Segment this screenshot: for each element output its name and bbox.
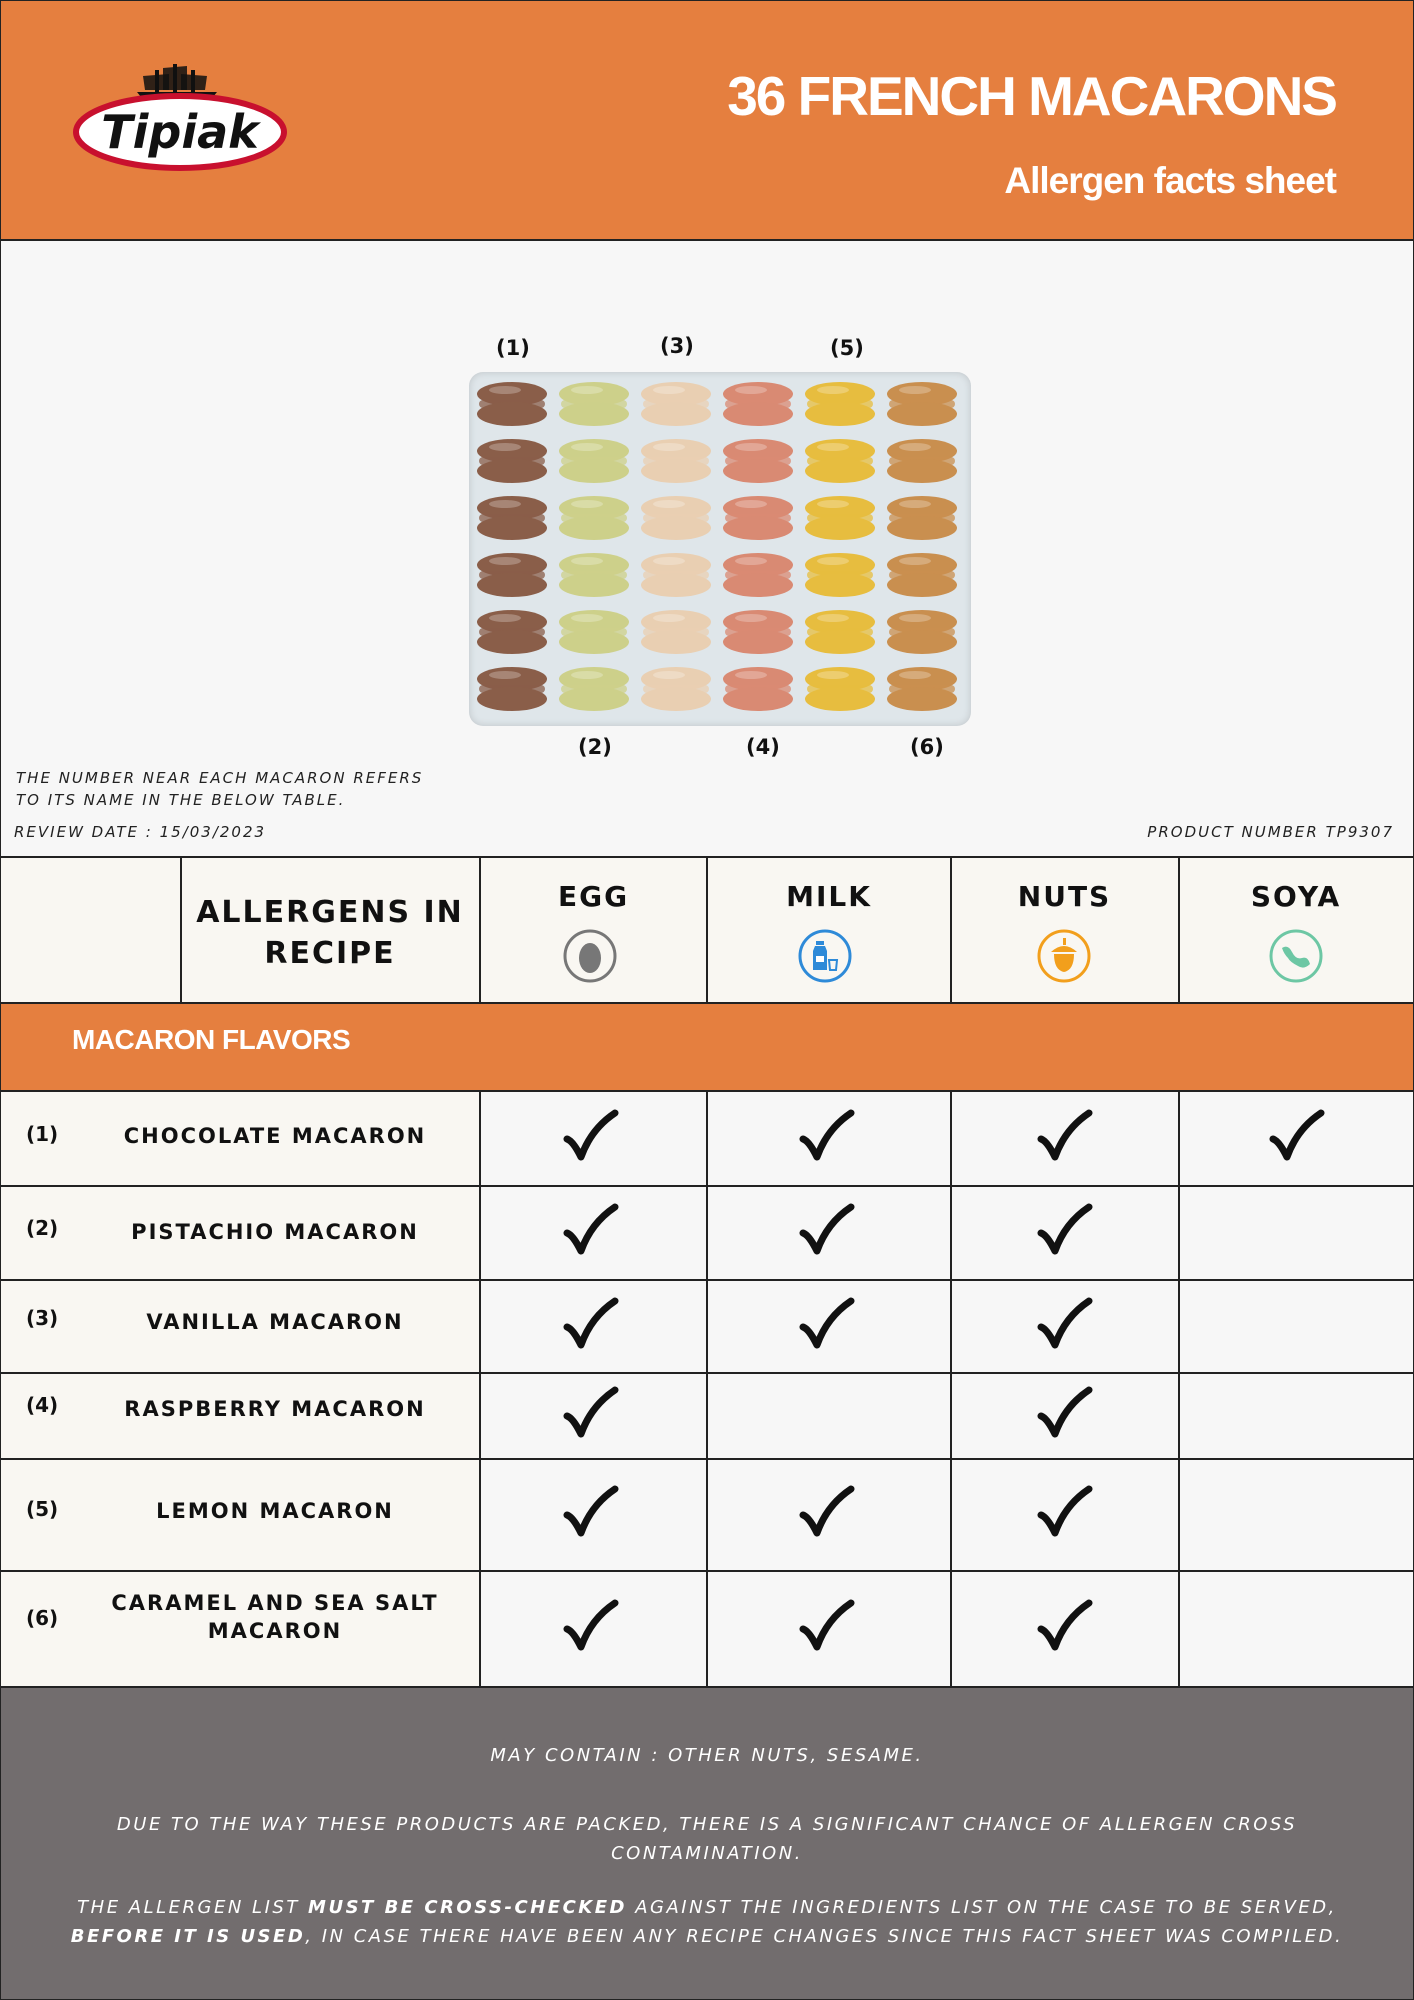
macaron-caramel xyxy=(885,551,959,599)
check-icon-nuts xyxy=(1035,1109,1093,1167)
cross-contamination-note xyxy=(40,1810,1374,1868)
photo-label-1: (1) xyxy=(496,336,530,360)
row-6-index: (6) xyxy=(26,1606,59,1630)
row-2-index: (2) xyxy=(26,1216,59,1240)
reference-note xyxy=(16,767,476,811)
tipiak-logo xyxy=(73,62,288,182)
macaron-chocolate xyxy=(475,608,549,656)
row-3-name: VANILLA MACARON xyxy=(146,1310,404,1334)
macaron-pistachio xyxy=(557,551,631,599)
grid-line xyxy=(479,1090,481,1688)
grid-line xyxy=(706,1090,708,1688)
macaron-raspberry xyxy=(721,494,795,542)
macaron-pistachio xyxy=(557,380,631,428)
macaron-pistachio xyxy=(557,494,631,542)
grid-line xyxy=(950,1090,952,1688)
photo-label-3: (3) xyxy=(660,334,694,358)
cross-check-text: , IN CASE THERE HAVE BEEN ANY RECIPE CHANGES SINCE THIS FACT SHEET WAS COMPILED. xyxy=(305,1926,1344,1947)
macaron-caramel xyxy=(885,380,959,428)
macaron-vanilla xyxy=(639,608,713,656)
macaron-chocolate xyxy=(475,665,549,713)
cross-contamination-line1: DUE TO THE WAY THESE PRODUCTS ARE PACKED, THERE IS A SIGNIFICANT CHANCE OF ALLERGEN CROSS xyxy=(116,1814,1298,1835)
check-icon-nuts xyxy=(1035,1297,1093,1355)
row-1-name: CHOCOLATE MACARON xyxy=(123,1124,427,1148)
grid-line xyxy=(706,856,708,1004)
macaron-lemon xyxy=(803,551,877,599)
photo-label-6: (6) xyxy=(910,735,944,759)
row-5-index: (5) xyxy=(26,1497,59,1521)
check-icon-milk xyxy=(797,1203,855,1261)
macaron-raspberry xyxy=(721,665,795,713)
page-subtitle: Allergen facts sheet xyxy=(1004,160,1336,201)
macaron-raspberry xyxy=(721,380,795,428)
macaron-lemon xyxy=(803,665,877,713)
macaron-lemon xyxy=(803,437,877,485)
check-icon-milk xyxy=(797,1297,855,1355)
grid-line xyxy=(1178,1090,1180,1688)
photo-label-2: (2) xyxy=(578,735,612,759)
check-icon-milk xyxy=(797,1485,855,1543)
row-3-index: (3) xyxy=(26,1306,59,1330)
macaron-vanilla xyxy=(639,551,713,599)
header-corner-cell xyxy=(0,857,180,1003)
cross-check-emphasis: MUST BE CROSS-CHECKED xyxy=(308,1897,627,1918)
check-icon-nuts xyxy=(1035,1599,1093,1657)
macaron-caramel xyxy=(885,437,959,485)
grid-line xyxy=(950,856,952,1004)
grid-line xyxy=(479,856,481,1004)
macaron-chocolate xyxy=(475,551,549,599)
row-6-name-line1: CARAMEL AND SEA SALT xyxy=(111,1591,439,1615)
allergens-heading xyxy=(180,892,480,974)
macaron-lemon xyxy=(803,608,877,656)
macaron-pistachio xyxy=(557,665,631,713)
macaron-chocolate xyxy=(475,494,549,542)
nut-icon xyxy=(1036,928,1092,984)
check-icon-egg xyxy=(561,1297,619,1355)
may-contain-note: MAY CONTAIN : OTHER NUTS, SESAME. xyxy=(490,1745,924,1766)
macaron-caramel xyxy=(885,494,959,542)
cross-check-emphasis: BEFORE IT IS USED xyxy=(70,1926,306,1947)
check-icon-egg xyxy=(561,1109,619,1167)
macaron-caramel xyxy=(885,665,959,713)
row-6-name xyxy=(110,1589,440,1645)
review-date: REVIEW DATE : 15/03/2023 xyxy=(14,823,267,841)
check-icon-egg xyxy=(561,1599,619,1657)
column-nuts-label: NUTS xyxy=(1017,880,1112,913)
check-icon-egg xyxy=(561,1386,619,1444)
milk-icon xyxy=(797,928,853,984)
allergens-heading-line1: ALLERGENS IN xyxy=(196,895,464,930)
check-icon-milk xyxy=(797,1599,855,1657)
macaron-vanilla xyxy=(639,380,713,428)
check-icon-nuts xyxy=(1035,1203,1093,1261)
check-icon-nuts xyxy=(1035,1485,1093,1543)
cross-check-text: AGAINST THE INGREDIENTS LIST ON THE CASE TO BE SERVED, xyxy=(626,1897,1337,1918)
allergens-heading-line2: RECIPE xyxy=(264,936,396,971)
column-egg-label: EGG xyxy=(557,880,630,913)
grid-line xyxy=(180,856,182,1004)
macaron-lemon xyxy=(803,380,877,428)
check-icon-milk xyxy=(797,1109,855,1167)
macaron-caramel xyxy=(885,608,959,656)
reference-note-line1: THE NUMBER NEAR EACH MACARON REFERS xyxy=(16,769,424,787)
flavors-label: MACARON FLAVORS xyxy=(72,1024,351,1055)
logo-wordmark: Tipiak xyxy=(101,105,259,159)
macaron-raspberry xyxy=(721,608,795,656)
macaron-pistachio xyxy=(557,608,631,656)
cross-check-text: THE ALLERGEN LIST xyxy=(77,1897,309,1918)
photo-label-5: (5) xyxy=(830,336,864,360)
cross-check-note xyxy=(40,1893,1374,1951)
reference-note-line2: TO ITS NAME IN THE BELOW TABLE. xyxy=(16,791,346,809)
check-icon-egg xyxy=(561,1203,619,1261)
grid-line xyxy=(1178,856,1180,1004)
check-icon-nuts xyxy=(1035,1386,1093,1444)
macaron-vanilla xyxy=(639,437,713,485)
row-5-name: LEMON MACARON xyxy=(156,1499,394,1523)
macaron-vanilla xyxy=(639,494,713,542)
check-icon-soya xyxy=(1267,1109,1325,1167)
column-milk-label: MILK xyxy=(786,880,872,913)
row-1-index: (1) xyxy=(26,1122,59,1146)
row-6-name-line2: MACARON xyxy=(207,1619,343,1643)
macaron-raspberry xyxy=(721,551,795,599)
soy-icon xyxy=(1268,928,1324,984)
macaron-chocolate xyxy=(475,380,549,428)
row-4-name: RASPBERRY MACARON xyxy=(124,1397,426,1421)
cross-contamination-line2: CONTAMINATION. xyxy=(611,1843,803,1864)
row-4-index: (4) xyxy=(26,1393,59,1417)
macaron-lemon xyxy=(803,494,877,542)
check-icon-egg xyxy=(561,1485,619,1543)
macaron-tray-photo xyxy=(469,372,971,726)
column-soya-label: SOYA xyxy=(1250,880,1342,913)
photo-label-4: (4) xyxy=(746,735,780,759)
page-title: 36 FRENCH MACARONS xyxy=(727,65,1336,127)
macaron-pistachio xyxy=(557,437,631,485)
product-number: PRODUCT NUMBER TP9307 xyxy=(1147,823,1394,841)
macaron-chocolate xyxy=(475,437,549,485)
macaron-vanilla xyxy=(639,665,713,713)
macaron-raspberry xyxy=(721,437,795,485)
header-banner xyxy=(0,0,1414,241)
row-2-name: PISTACHIO MACARON xyxy=(131,1220,419,1244)
egg-icon xyxy=(562,928,618,984)
